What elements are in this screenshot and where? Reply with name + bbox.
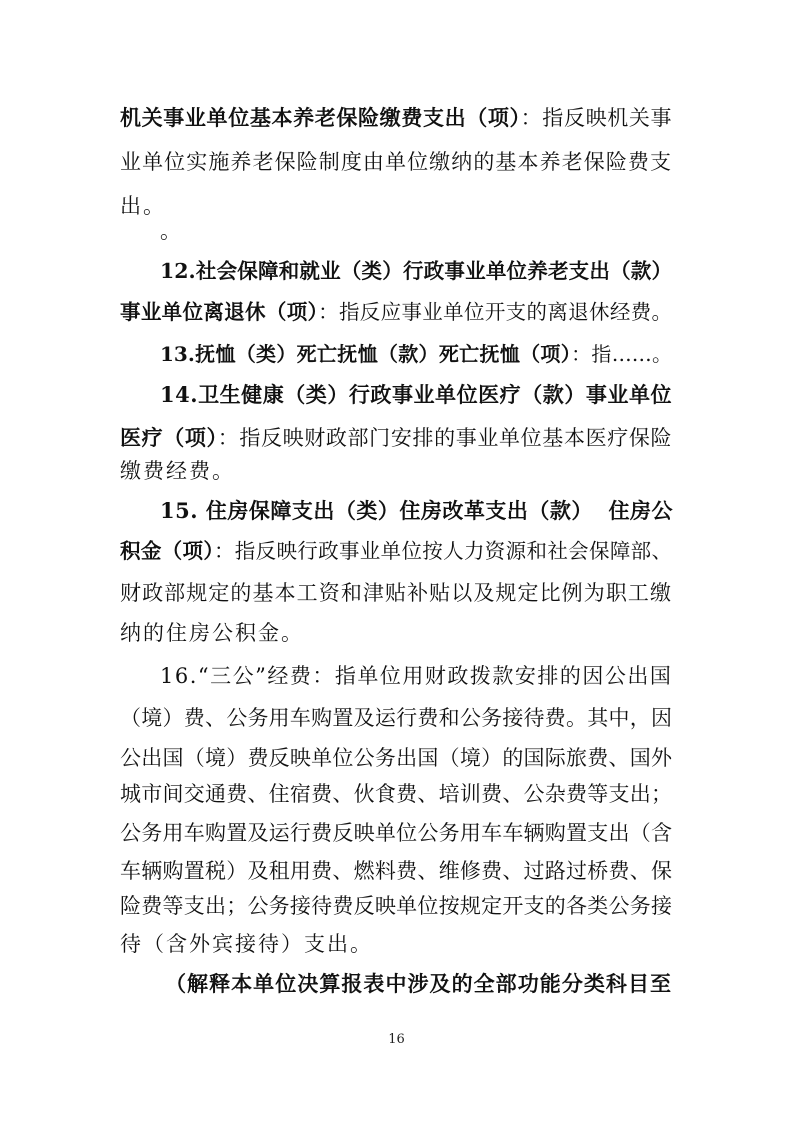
text-line [120, 618, 304, 648]
subject-description: ：指反映机关事 [520, 106, 673, 130]
subject-heading: 14.卫生健康（类）行政事业单位医疗（款）事业单位 [160, 382, 672, 407]
subject-description: 业单位实施养老保险制度由单位缴纳的基本养老保险费支 [120, 150, 672, 174]
subject-description: 缴费经费。 [120, 459, 235, 483]
subject-description: 城市间交通费、住宿费、伙食费、培训费、公杂费等支出； [120, 782, 672, 806]
page-number: 16 [388, 1032, 405, 1047]
instruction-note: （解释本单位决算报表中涉及的全部功能分类科目至 [165, 971, 672, 996]
text-line [160, 216, 183, 246]
text-line [120, 818, 672, 848]
text-line [160, 496, 672, 526]
subject-description: 16.“三公”经费：指单位用财政拨款安排的因公出国 [160, 664, 673, 688]
text-line [120, 423, 672, 453]
subject-description: 公出国（境）费反映单位公务出国（境）的国际旅费、国外 [120, 746, 672, 770]
text-line [120, 456, 235, 486]
text-line [120, 297, 672, 327]
text-line [120, 703, 672, 733]
text-line [160, 380, 672, 410]
subject-description: ：指反映行政事业单位按人力资源和社会保障部、 [213, 539, 673, 563]
subject-heading: 15. 住房保障支出（类）住房改革支出（款） 住房公 [160, 498, 673, 523]
subject-description: （境）费、公务用车购置及运行费和公务接待费。其中，因 [120, 706, 672, 730]
text-line [160, 256, 672, 286]
text-line [165, 969, 672, 999]
text-line [120, 147, 672, 177]
subject-description: 财政部规定的基本工资和津贴补贴以及规定比例为职工缴 [120, 581, 672, 605]
text-line [120, 779, 672, 809]
subject-description: ：指反映财政部门安排的事业单位基本医疗保险 [217, 426, 673, 450]
text-line [160, 339, 672, 369]
text-line [120, 743, 672, 773]
text-line [120, 856, 672, 886]
text-line [160, 661, 672, 691]
subject-description: 险费等支出；公务接待费反映单位按规定开支的各类公务接 [120, 894, 672, 918]
subject-heading: 12.社会保障和就业（类）行政事业单位养老支出（款） [160, 259, 672, 283]
subject-description: 待（含外宾接待）支出。 [120, 932, 373, 956]
subject-description: ：指反应事业单位开支的离退休经费。 [318, 300, 673, 324]
text-line [120, 891, 672, 921]
subject-description: 公务用车购置及运行费反映单位公务用车车辆购置支出（含 [120, 821, 672, 845]
text-line [120, 103, 672, 133]
subject-heading: 积金（项） [120, 539, 214, 563]
punctuation-line: 。 [160, 219, 183, 243]
subject-heading: 医疗（项） [120, 425, 218, 450]
subject-description: 车辆购置税）及租用费、燃料费、维修费、过路过桥费、保 [120, 859, 672, 883]
subject-heading: 13.抚恤（类）死亡抚恤（款）死亡抚恤（项） [160, 342, 572, 366]
text-line [120, 929, 373, 959]
text-line [120, 578, 672, 608]
text-line [120, 536, 672, 566]
subject-description: ：指……。 [571, 342, 673, 366]
subject-description: 纳的住房公积金。 [120, 621, 304, 645]
subject-heading: 机关事业单位基本养老保险缴费支出（项） [120, 105, 521, 130]
subject-description: 出。 [120, 194, 166, 218]
subject-heading: 事业单位离退休（项） [120, 300, 319, 324]
